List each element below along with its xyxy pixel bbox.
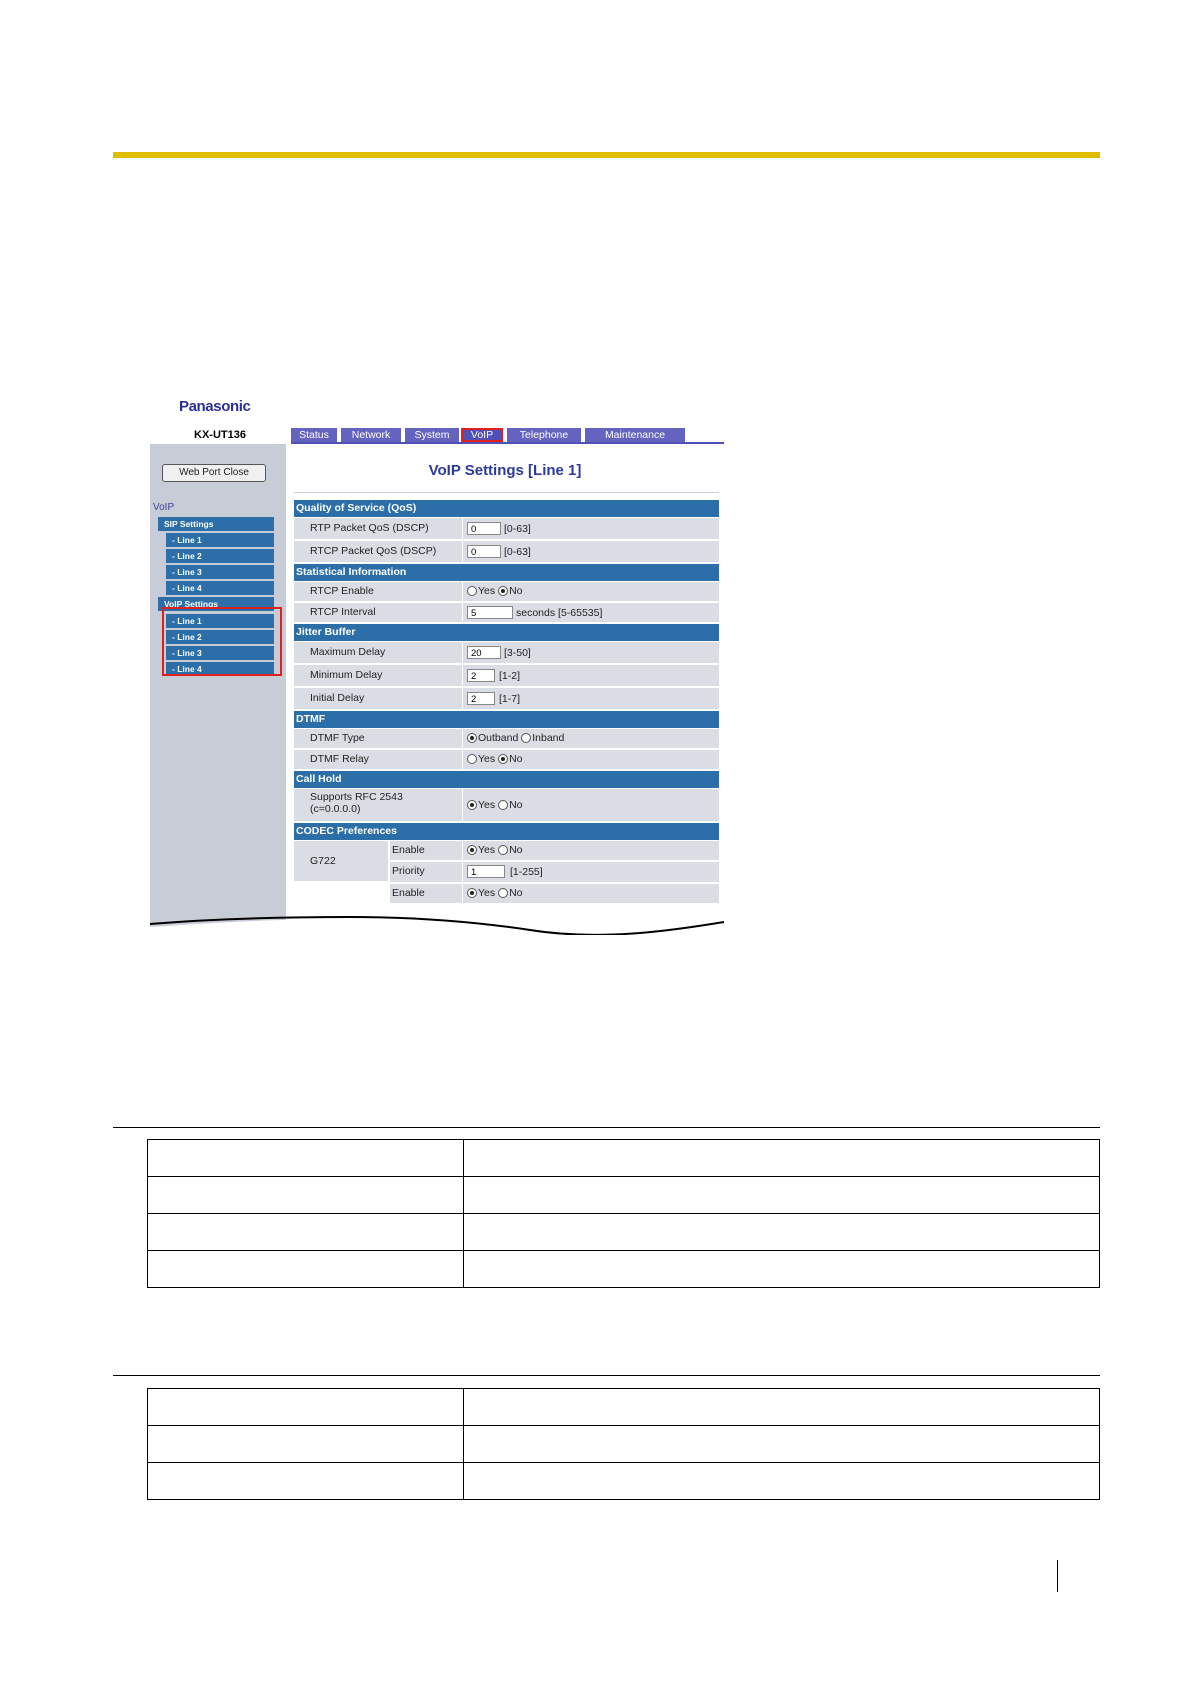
section-rule-2 — [113, 1375, 1100, 1376]
tab-maintenance[interactable]: Maintenance — [585, 428, 685, 442]
sidebar-item-voip-settings[interactable]: VoIP Settings — [158, 597, 274, 611]
dtmf-type-radios: Outband Inband — [467, 732, 564, 744]
section-dtmf: DTMF — [294, 711, 719, 728]
sidebar-item-voip-line-4[interactable]: - Line 4 — [166, 662, 274, 676]
table-row — [148, 1389, 1100, 1426]
dtmf-type-label: DTMF Type — [310, 732, 365, 744]
max-delay-range: [3-50] — [504, 647, 531, 659]
section-call-hold: Call Hold — [294, 771, 719, 788]
sidebar-item-voip-line-3[interactable]: - Line 3 — [166, 646, 274, 660]
rtp-qos-label: RTP Packet QoS (DSCP) — [310, 522, 429, 534]
sidebar-item-sip-line-2[interactable]: - Line 2 — [166, 549, 274, 563]
initial-delay-input[interactable]: 2 — [467, 692, 495, 705]
voip-settings-screenshot — [150, 395, 724, 935]
sidebar-item-sip-line-1[interactable]: - Line 1 — [166, 533, 274, 547]
max-delay-label: Maximum Delay — [310, 646, 386, 658]
tab-telephone[interactable]: Telephone — [507, 428, 581, 442]
initial-delay-range: [1-7] — [499, 693, 521, 705]
page-number-divider — [1057, 1560, 1058, 1592]
table-row — [148, 1426, 1100, 1463]
rtp-qos-range: [0-63] — [504, 523, 531, 535]
g722-priority-label: Priority — [392, 865, 425, 877]
min-delay-label: Minimum Delay — [310, 669, 383, 681]
table-row — [148, 1214, 1100, 1251]
sidebar-item-sip-line-4[interactable]: - Line 4 — [166, 581, 274, 595]
section-jitter-buffer: Jitter Buffer — [294, 624, 719, 641]
settings-table-1 — [147, 1139, 1100, 1288]
codec-g722-label: G722 — [310, 855, 336, 867]
g722-priority-input[interactable]: 1 — [467, 865, 505, 878]
sidebar-item-sip-line-3[interactable]: - Line 3 — [166, 565, 274, 579]
rtcp-qos-input[interactable]: 0 — [467, 545, 501, 558]
rtcp-qos-range: [0-63] — [504, 546, 531, 558]
rtcp-interval-label: RTCP Interval — [310, 606, 376, 618]
sidebar-item-voip-line-2[interactable]: - Line 2 — [166, 630, 274, 644]
table-row — [148, 1251, 1100, 1288]
rfc-2543-radios: Yes No — [467, 799, 523, 811]
sidebar-item-voip-line-1[interactable]: - Line 1 — [166, 614, 274, 628]
table-row — [148, 1177, 1100, 1214]
table-row — [148, 1140, 1100, 1177]
dtmf-relay-radios: Yes No — [467, 753, 523, 765]
section-rule-1 — [113, 1127, 1100, 1128]
g722-enable-radios: Yes No — [467, 844, 523, 856]
min-delay-range: [1-2] — [499, 670, 521, 682]
rtcp-interval-input[interactable]: 5 — [467, 606, 513, 619]
settings-table-2 — [147, 1388, 1100, 1500]
model-name: KX-UT136 — [194, 429, 246, 441]
section-statistical-info: Statistical Information — [294, 564, 719, 581]
rtp-qos-input[interactable]: 0 — [467, 522, 501, 535]
rtcp-qos-label: RTCP Packet QoS (DSCP) — [310, 545, 437, 557]
section-qos: Quality of Service (QoS) — [294, 500, 719, 517]
rtcp-enable-label: RTCP Enable — [310, 585, 374, 597]
rtcp-interval-range: seconds [5-65535] — [516, 607, 603, 619]
sidebar-item-sip-settings[interactable]: SIP Settings — [158, 517, 274, 531]
initial-delay-label: Initial Delay — [310, 692, 365, 704]
torn-edge — [150, 395, 724, 935]
dtmf-relay-label: DTMF Relay — [310, 753, 369, 765]
g722-priority-range: [1-255] — [510, 866, 543, 878]
g722-enable-label: Enable — [392, 844, 425, 856]
rtcp-enable-radios: Yes No — [467, 585, 523, 597]
web-port-close-button[interactable]: Web Port Close — [162, 464, 266, 482]
panasonic-logo: Panasonic — [179, 398, 251, 415]
section-codec-preferences: CODEC Preferences — [294, 823, 719, 840]
header-accent-bar — [113, 152, 1100, 158]
tab-status[interactable]: Status — [291, 428, 337, 442]
sidebar-section-voip: VoIP — [153, 502, 175, 513]
next-codec-enable-radios: Yes No — [467, 887, 523, 899]
max-delay-input[interactable]: 20 — [467, 646, 501, 659]
page-title: VoIP Settings [Line 1] — [428, 462, 582, 479]
tab-network[interactable]: Network — [341, 428, 401, 442]
tab-voip[interactable]: VoIP — [461, 428, 503, 442]
tab-system[interactable]: System — [405, 428, 459, 442]
rfc-2543-label: Supports RFC 2543 (c=0.0.0.0) — [310, 791, 403, 815]
table-row — [148, 1463, 1100, 1500]
next-codec-enable-label: Enable — [392, 887, 425, 899]
min-delay-input[interactable]: 2 — [467, 669, 495, 682]
